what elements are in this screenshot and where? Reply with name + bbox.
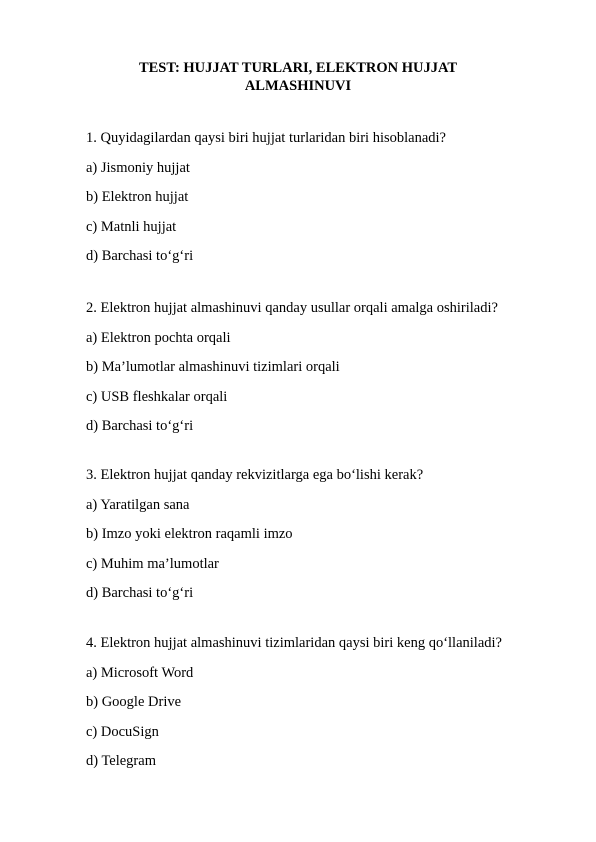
answer-option-a: a) Jismoniy hujjat xyxy=(86,159,190,176)
question-text: 4. Elektron hujjat almashinuvi tizimlaridan qaysi biri keng qo‘llaniladi? xyxy=(86,635,502,651)
answer-option-a: a) Yaratilgan sana xyxy=(86,496,190,513)
answer-option-d: d) Barchasi to‘g‘ri xyxy=(86,418,194,434)
answer-option-b: b) Elektron hujjat xyxy=(86,189,189,205)
question-block-3 xyxy=(86,467,566,615)
question-block-4 xyxy=(86,635,566,783)
question-block-2 xyxy=(86,300,566,448)
answer-option-d: d) Barchasi to‘g‘ri xyxy=(86,248,194,264)
question-text: 3. Elektron hujjat qanday rekvizitlarga ega bo‘lishi kerak? xyxy=(86,467,424,483)
answer-option-b: b) Google Drive xyxy=(86,694,182,710)
answer-option-c: c) Muhim ma’lumotlar xyxy=(86,555,219,572)
answer-option-c: c) USB fleshkalar orqali xyxy=(86,388,228,405)
question-text: 1. Quyidagilardan qaysi biri hujjat turlaridan biri hisoblanadi? xyxy=(86,130,446,146)
question-text: 2. Elektron hujjat almashinuvi qanday usullar orqali amalga oshiriladi? xyxy=(86,300,498,316)
answer-option-c: c) Matnli hujjat xyxy=(86,218,177,235)
answer-option-d: d) Barchasi to‘g‘ri xyxy=(86,585,194,601)
answer-option-b: b) Imzo yoki elektron raqamli imzo xyxy=(86,526,293,542)
question-block-1 xyxy=(86,130,566,278)
title-line-2: ALMASHINUVI xyxy=(244,78,352,94)
answer-option-d: d) Telegram xyxy=(86,753,156,769)
title-line-1: TEST: HUJJAT TURLARI, ELEKTRON HUJJAT xyxy=(138,60,458,76)
answer-option-a: a) Microsoft Word xyxy=(86,664,194,681)
answer-option-c: c) DocuSign xyxy=(86,723,159,740)
answer-option-a: a) Elektron pochta orqali xyxy=(86,329,231,346)
document-title xyxy=(0,59,596,95)
answer-option-b: b) Ma’lumotlar almashinuvi tizimlari orqali xyxy=(86,359,340,375)
